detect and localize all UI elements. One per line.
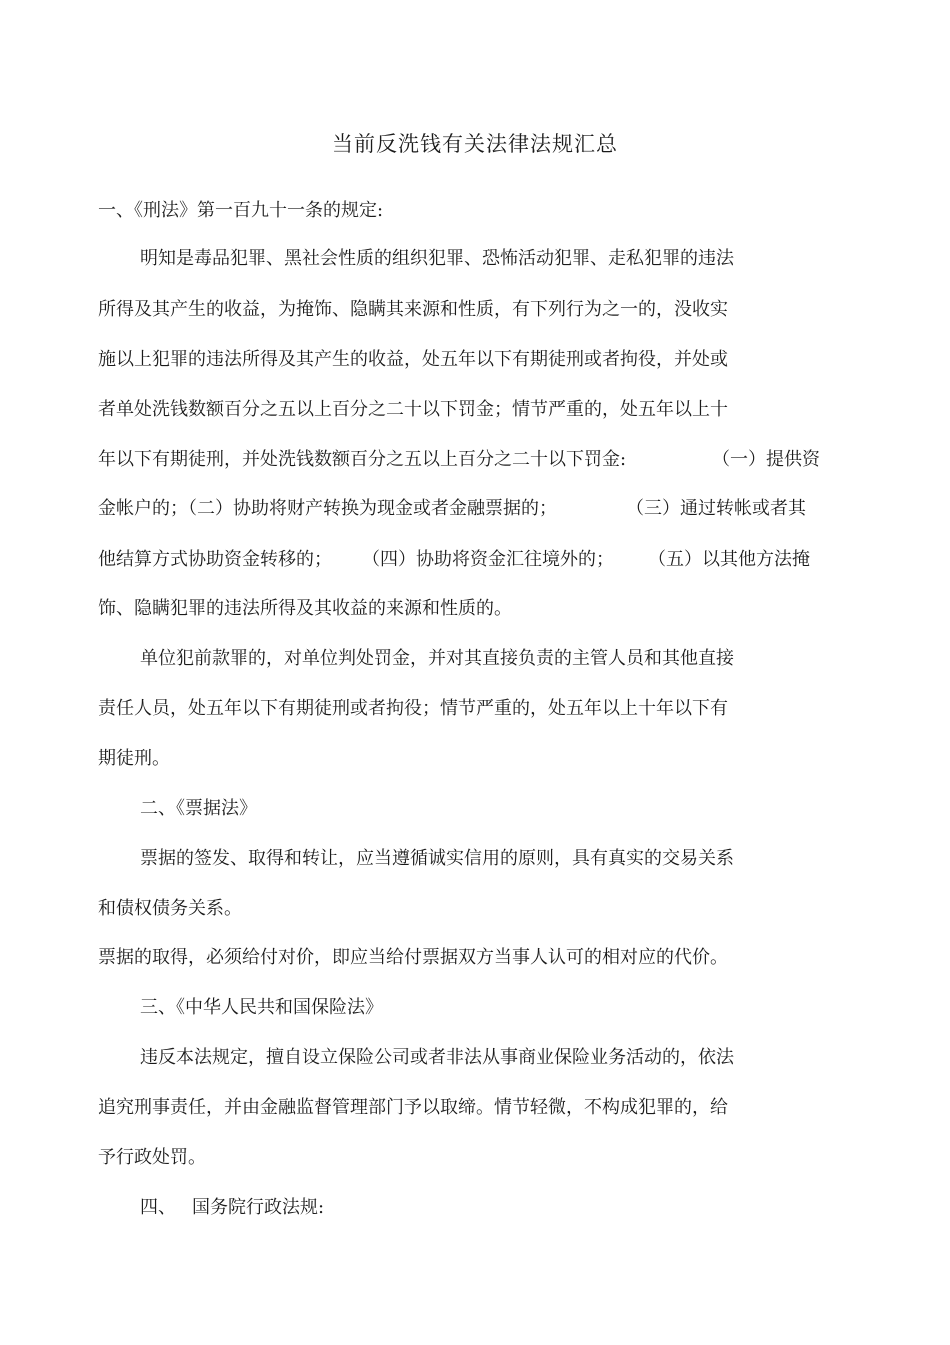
- paragraph-line: 期徒刑。: [98, 748, 170, 769]
- section-heading-insurance-law: 三、《中华人民共和国保险法》: [140, 997, 383, 1018]
- paragraph-line: 违反本法规定，擅自设立保险公司或者非法从事商业保险业务活动的，依法: [140, 1047, 734, 1068]
- paragraph-line: 和债权债务关系。: [98, 898, 242, 919]
- paragraph-line: 金帐户的；（二）协助将财产转换为现金或者金融票据的；: [98, 498, 557, 519]
- section-heading-negotiable-instruments-law: 二、《票据法》: [140, 798, 257, 819]
- paragraph-line-fragment: （一）提供资: [712, 449, 820, 470]
- paragraph-line: 年以下有期徒刑，并处洗钱数额百分之五以上百分之二十以下罚金:: [98, 449, 627, 470]
- section-heading-state-council-regulations: 国务院行政法规:: [192, 1197, 325, 1218]
- paragraph-line: 追究刑事责任，并由金融监督管理部门予以取缔。情节轻微，不构成犯罪的，给: [98, 1097, 728, 1118]
- paragraph-line: 票据的取得，必须给付对价，即应当给付票据双方当事人认可的相对应的代价。: [98, 947, 728, 968]
- document-title: 当前反洗钱有关法律法规汇总: [332, 132, 618, 156]
- section-heading-criminal-law: 一、《刑法》第一百九十一条的规定:: [98, 200, 384, 221]
- paragraph-line-fragment: （三）通过转帐或者其: [626, 498, 806, 519]
- paragraph-line: 责任人员，处五年以下有期徒刑或者拘役；情节严重的，处五年以上十年以下有: [98, 698, 728, 719]
- paragraph-line: 所得及其产生的收益，为掩饰、隐瞒其来源和性质，有下列行为之一的，没收实: [98, 299, 728, 320]
- paragraph-line: 单位犯前款罪的，对单位判处罚金，并对其直接负责的主管人员和其他直接: [140, 648, 734, 669]
- paragraph-line: 施以上犯罪的违法所得及其产生的收益，处五年以下有期徒刑或者拘役，并处或: [98, 349, 728, 370]
- paragraph-line: 他结算方式协助资金转移的；: [98, 549, 332, 570]
- section-heading-number: 四、: [140, 1197, 176, 1218]
- paragraph-line: 予行政处罚。: [98, 1147, 206, 1168]
- paragraph-line-fragment: （四）协助将资金汇往境外的；: [362, 549, 614, 570]
- paragraph-line: 票据的签发、取得和转让，应当遵循诚实信用的原则，具有真实的交易关系: [140, 848, 734, 869]
- paragraph-line: 明知是毒品犯罪、黑社会性质的组织犯罪、恐怖活动犯罪、走私犯罪的违法: [140, 248, 734, 269]
- paragraph-line: 饰、隐瞒犯罪的违法所得及其收益的来源和性质的。: [98, 598, 512, 619]
- paragraph-line: 者单处洗钱数额百分之五以上百分之二十以下罚金；情节严重的，处五年以上十: [98, 399, 728, 420]
- paragraph-line-fragment: （五）以其他方法掩: [648, 549, 810, 570]
